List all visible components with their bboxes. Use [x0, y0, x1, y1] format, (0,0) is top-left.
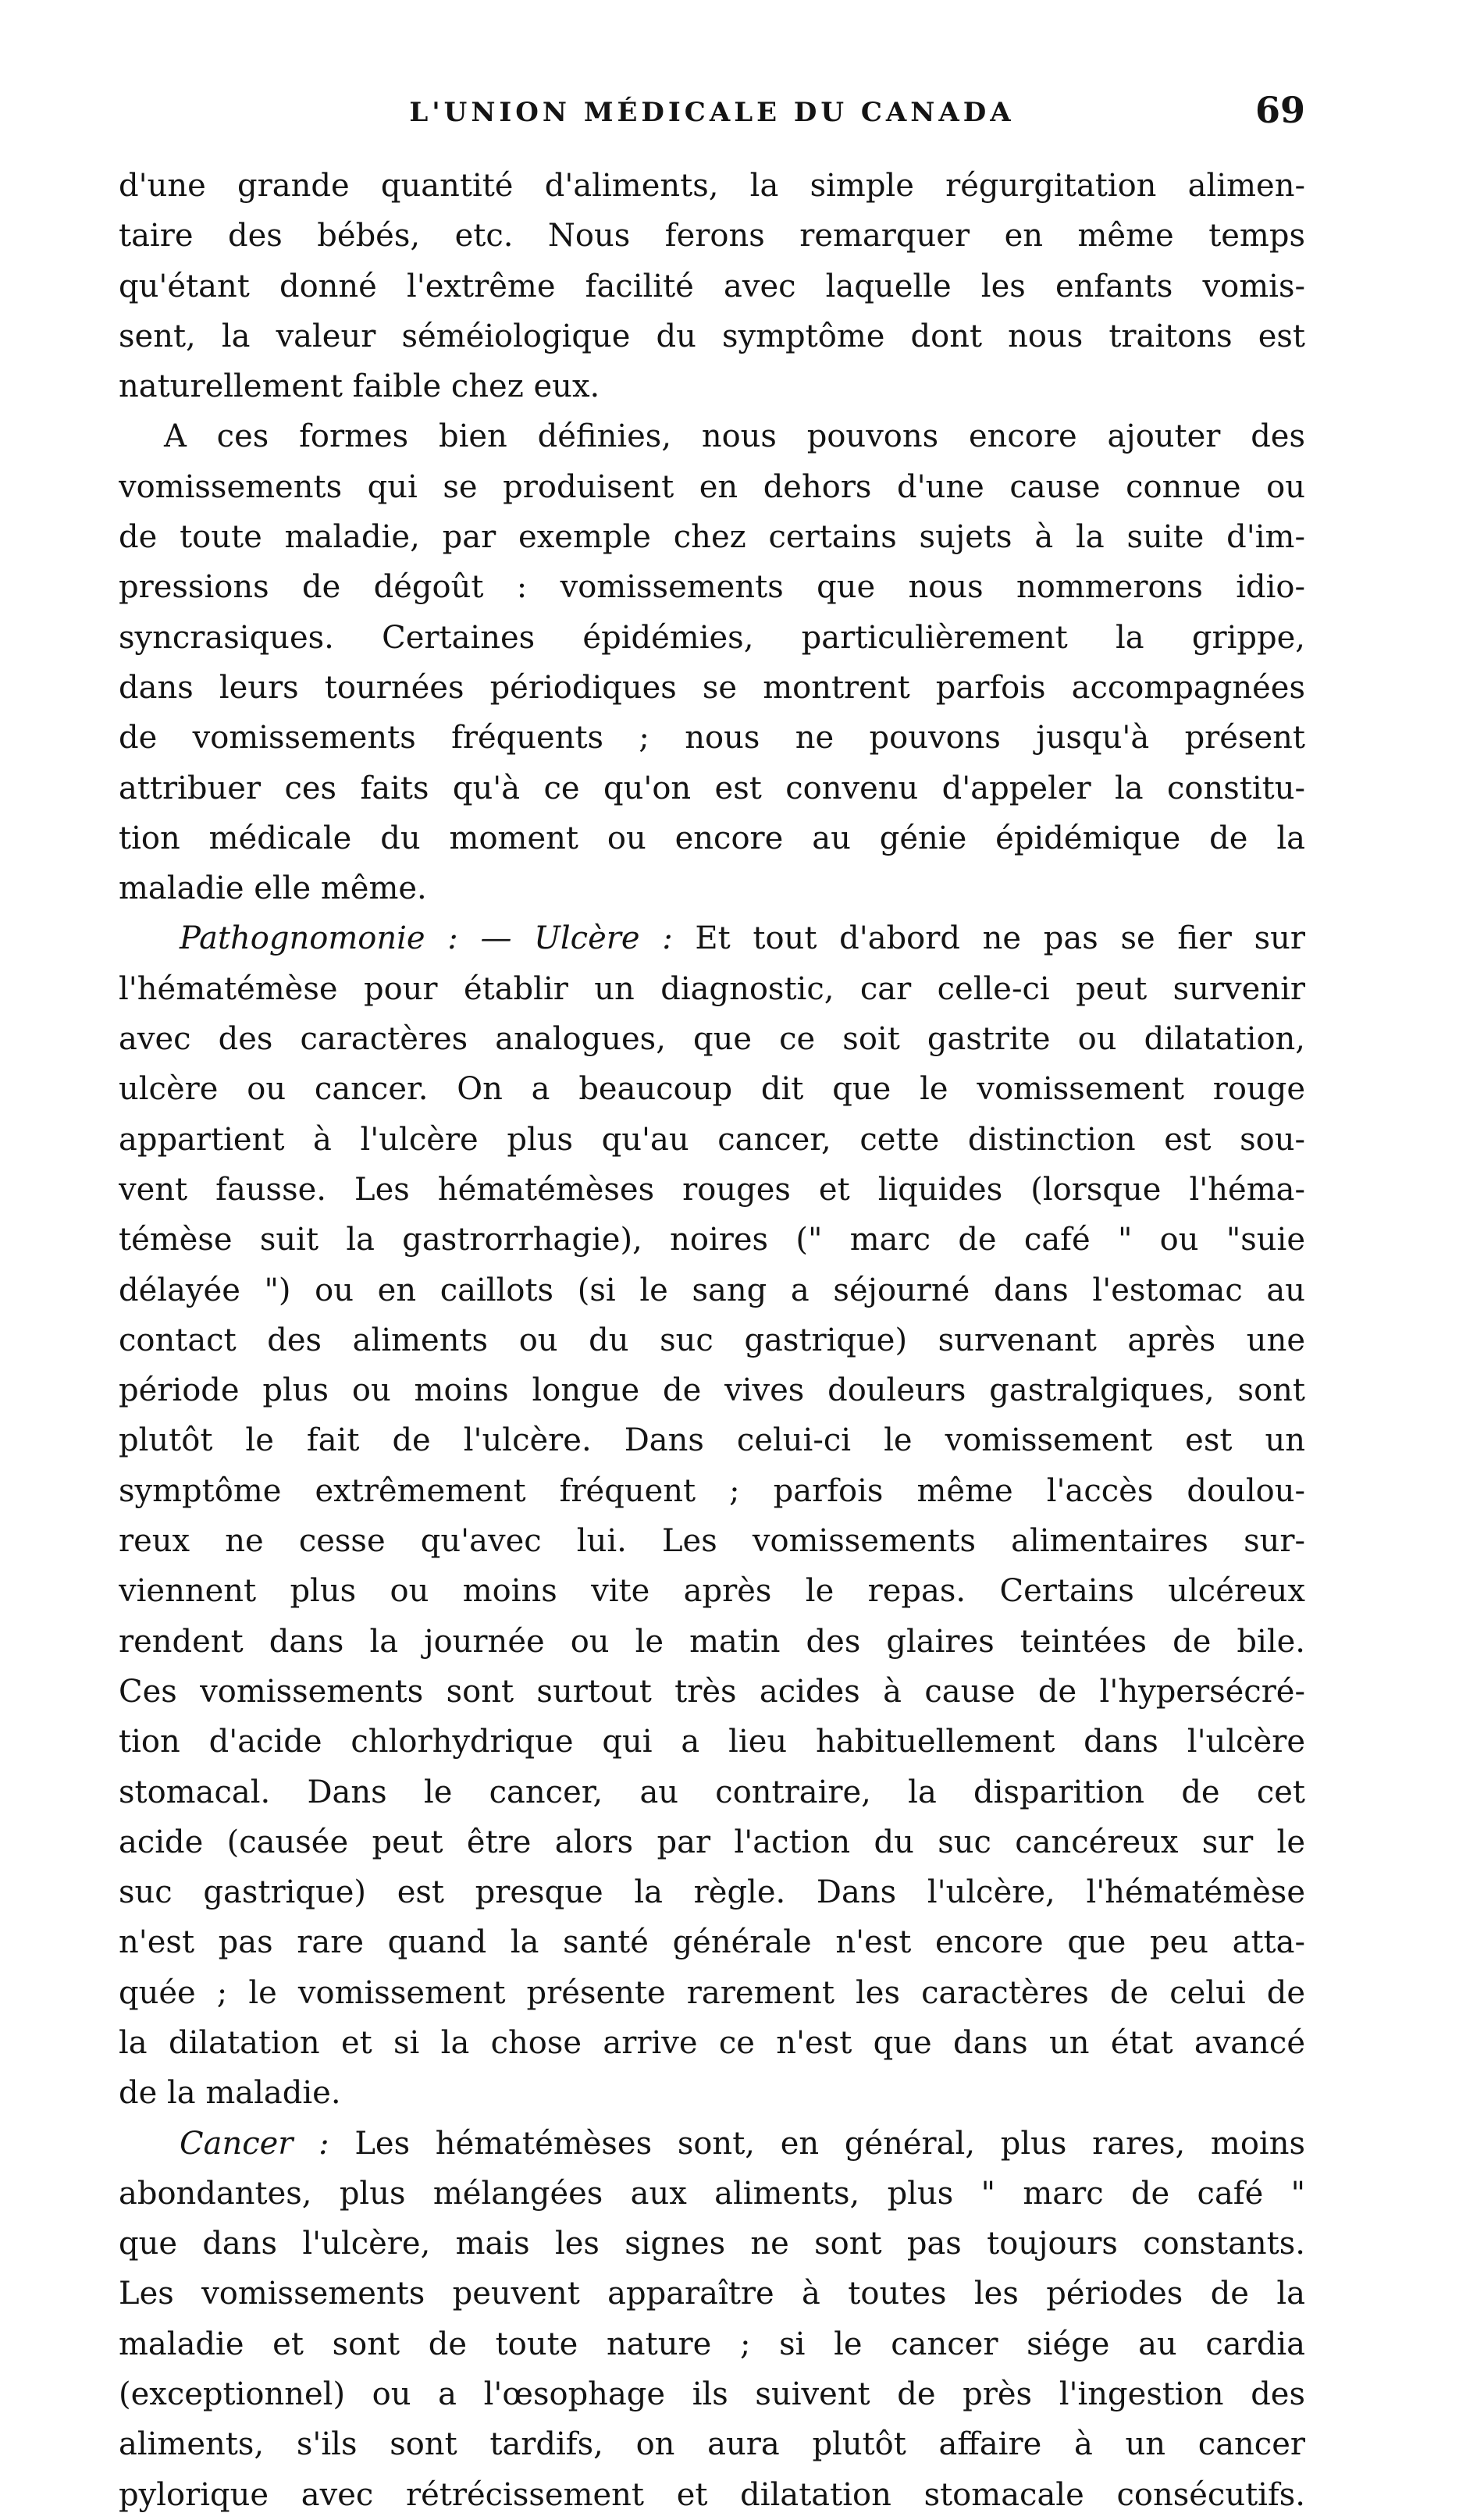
page-number: 69: [1254, 89, 1305, 131]
text-line: symptôme extrêmement fréquent ; parfois même l'accès doulou-: [119, 1472, 1305, 1509]
text-line: naturellement faible chez eux.: [119, 368, 600, 405]
text-line: quée ; le vomissement présente rarement les caractères de celui de: [119, 1974, 1305, 2011]
text-line: acide (causée peut être alors par l'action du suc cancéreux sur le: [119, 1824, 1305, 1860]
text-line: la dilatation et si la chose arrive ce n'est que dans un état avancé: [119, 2024, 1305, 2061]
section-label: Pathognomonie : — Ulcère :: [180, 920, 673, 957]
text-line: de toute maladie, par exemple chez certains sujets à la suite d'im-: [119, 519, 1305, 556]
text-line: ulcère ou cancer. On a beaucoup dit que le vomissement rouge: [119, 1071, 1305, 1108]
text-line: tion d'acide chlorhydrique qui a lieu habituellement dans l'ulcère: [119, 1724, 1305, 1760]
text-line: viennent plus ou moins vite après le repas. Certains ulcéreux: [119, 1573, 1305, 1610]
text-line: appartient à l'ulcère plus qu'au cancer, cette distinction est sou-: [119, 1121, 1305, 1158]
text-line: aliments, s'ils sont tardifs, on aura plutôt affaire à un cancer: [119, 2426, 1305, 2463]
text-line: période plus ou moins longue de vives douleurs gastralgiques, sont: [119, 1372, 1305, 1409]
text-line: pylorique avec rétrécissement et dilatation stomacale consécutifs.: [119, 2476, 1305, 2513]
page-header: [119, 86, 1305, 141]
text-line: suc gastrique) est presque la règle. Dans l'ulcère, l'hématémèse: [119, 1874, 1305, 1911]
text-line: (exceptionnel) ou a l'œsophage ils suivent de près l'ingestion des: [119, 2376, 1305, 2413]
text-line: de la maladie.: [119, 2075, 341, 2112]
body-text: [119, 161, 1305, 2520]
text-line: d'une grande quantité d'aliments, la simple régurgitation alimen-: [119, 168, 1305, 204]
text-line: syncrasiques. Certaines épidémies, particulièrement la grippe,: [119, 619, 1305, 656]
text-line: tion médicale du moment ou encore au génie épidémique de la: [119, 820, 1305, 856]
text-line: Pathognomonie : — Ulcère : Et tout d'abord ne pas se fier sur: [180, 920, 1305, 957]
book-page: [119, 86, 1305, 2520]
text-line: maladie et sont de toute nature ; si le cancer siége au cardia: [119, 2326, 1305, 2362]
text-line: délayée ") ou en caillots (si le sang a séjourné dans l'estomac au: [119, 1272, 1305, 1308]
text-line: A ces formes bien définies, nous pouvons encore ajouter des: [164, 418, 1305, 455]
text-line: qu'étant donné l'extrême facilité avec laquelle les enfants vomis-: [119, 268, 1305, 304]
text-line: Cancer : Les hématémèses sont, en général, plus rares, moins: [180, 2125, 1305, 2162]
text-line: vent fausse. Les hématémèses rouges et liquides (lorsque l'héma-: [119, 1171, 1305, 1208]
text-line: vomissements qui se produisent en dehors d'une cause connue ou: [119, 468, 1305, 505]
running-title: L'UNION MÉDICALE DU CANADA: [409, 97, 1015, 128]
text-line: maladie elle même.: [119, 870, 427, 907]
text-line: sent, la valeur séméiologique du symptôme dont nous traitons est: [119, 318, 1305, 354]
text-line: avec des caractères analogues, que ce soit gastrite ou dilatation,: [119, 1021, 1305, 1058]
text-line: Les vomissements peuvent apparaître à toutes les périodes de la: [119, 2276, 1305, 2312]
text-line: témèse suit la gastrorrhagie), noires (" marc de café " ou "suie: [119, 1222, 1305, 1258]
text-line: taire des bébés, etc. Nous ferons remarquer en même temps: [119, 218, 1305, 254]
text-line: n'est pas rare quand la santé générale n'est encore que peu atta-: [119, 1924, 1305, 1961]
text-line: stomacal. Dans le cancer, au contraire, la disparition de cet: [119, 1774, 1305, 1810]
text-line: plutôt le fait de l'ulcère. Dans celui-ci le vomissement est un: [119, 1422, 1305, 1459]
text-line: dans leurs tournées périodiques se montrent parfois accompagnées: [119, 669, 1305, 706]
text-line: rendent dans la journée ou le matin des glaires teintées de bile.: [119, 1623, 1305, 1660]
text-line: que dans l'ulcère, mais les signes ne sont pas toujours constants.: [119, 2226, 1305, 2262]
section-label: Cancer :: [180, 2125, 329, 2162]
text-line: attribuer ces faits qu'à ce qu'on est convenu d'appeler la constitu-: [119, 770, 1305, 806]
text-line: reux ne cesse qu'avec lui. Les vomissements alimentaires sur-: [119, 1523, 1305, 1560]
text-line: l'hématémèse pour établir un diagnostic, car celle-ci peut survenir: [119, 970, 1305, 1007]
text-line: pressions de dégoût : vomissements que nous nommerons idio-: [119, 569, 1305, 606]
text-line: abondantes, plus mélangées aux aliments, plus " marc de café ": [119, 2175, 1305, 2212]
text-line: contact des aliments ou du suc gastrique) survenant après une: [119, 1322, 1305, 1358]
text-line: Ces vomissements sont surtout très acides à cause de l'hypersécré-: [119, 1673, 1305, 1710]
text-line: de vomissements fréquents ; nous ne pouvons jusqu'à présent: [119, 720, 1305, 756]
